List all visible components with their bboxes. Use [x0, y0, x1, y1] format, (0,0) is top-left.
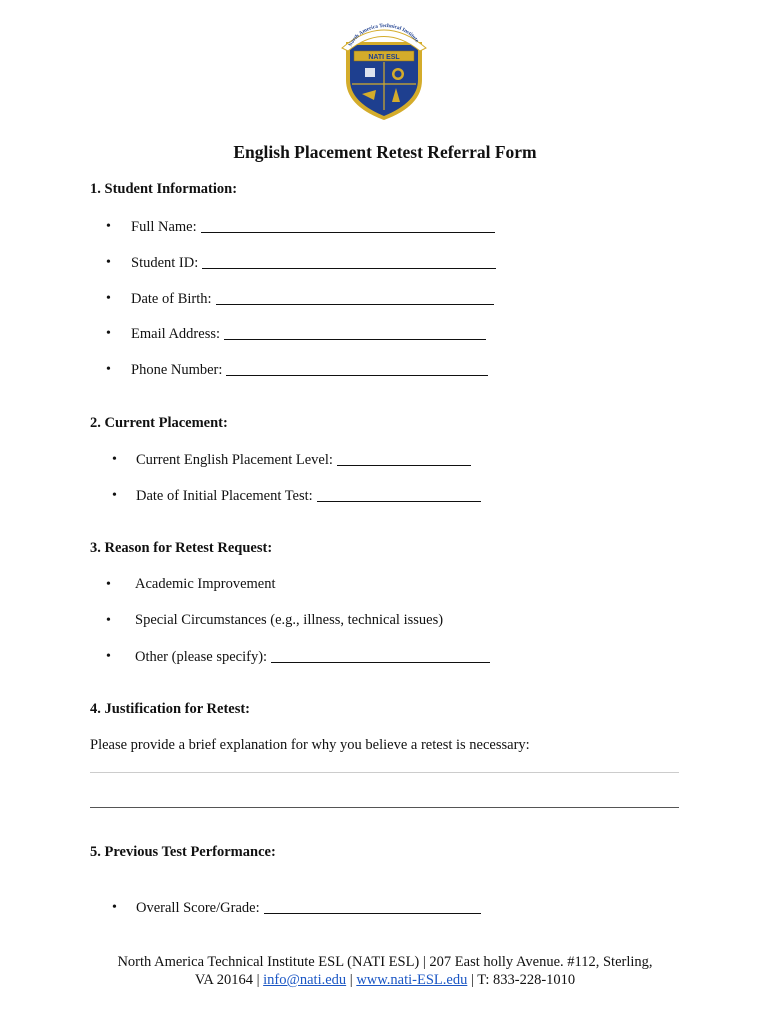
initial-test-date-blank[interactable]: [317, 489, 481, 502]
reason-academic-label: Academic Improvement: [135, 576, 276, 592]
reason-option-academic[interactable]: [135, 576, 276, 593]
footer-contact-line: [0, 971, 770, 989]
section-previous-heading: 5. Previous Test Performance:: [90, 844, 276, 860]
bullet-icon: •: [112, 900, 117, 915]
phone-field[interactable]: [131, 361, 488, 379]
overall-score-label: Overall Score/Grade:: [136, 900, 260, 916]
reason-option-other[interactable]: [135, 648, 490, 666]
placement-level-label: Current English Placement Level:: [136, 452, 333, 468]
student-id-field[interactable]: [131, 254, 496, 272]
student-id-label: Student ID:: [131, 255, 199, 271]
bullet-icon: •: [106, 255, 111, 270]
phone-blank[interactable]: [226, 363, 488, 376]
email-field[interactable]: [131, 325, 486, 343]
bullet-icon: •: [112, 488, 117, 503]
bullet-icon: •: [106, 577, 111, 592]
reason-other-label: Other (please specify):: [135, 649, 268, 665]
student-id-blank[interactable]: [202, 256, 496, 269]
email-blank[interactable]: [224, 327, 486, 340]
reason-other-blank[interactable]: [271, 650, 490, 663]
footer-email-link[interactable]: info@nati.edu: [263, 972, 347, 988]
justification-line-1[interactable]: [90, 772, 679, 773]
reason-option-special[interactable]: [135, 612, 443, 629]
bullet-icon: •: [106, 613, 111, 628]
overall-score-field[interactable]: [136, 899, 481, 917]
initial-test-date-field[interactable]: [136, 487, 481, 505]
bullet-icon: •: [112, 452, 117, 467]
date-of-birth-field[interactable]: [131, 290, 494, 308]
full-name-blank[interactable]: [201, 220, 495, 233]
bullet-icon: •: [106, 326, 111, 341]
date-of-birth-blank[interactable]: [216, 292, 494, 305]
footer-website-link[interactable]: www.nati-ESL.edu: [356, 972, 468, 988]
footer: [0, 953, 770, 989]
justification-line-2[interactable]: [90, 807, 679, 808]
placement-level-field[interactable]: [136, 451, 471, 469]
placement-level-blank[interactable]: [337, 453, 471, 466]
footer-zip: VA 20164 |: [194, 972, 264, 988]
footer-separator: |: [346, 972, 357, 988]
form-title: English Placement Retest Referral Form: [233, 142, 537, 162]
section-reason-heading: 3. Reason for Retest Request:: [90, 540, 273, 556]
section-student-info-heading: 1. Student Information:: [90, 181, 238, 197]
date-of-birth-label: Date of Birth:: [131, 291, 212, 307]
bullet-icon: •: [106, 291, 111, 306]
bullet-icon: •: [106, 219, 111, 234]
nati-esl-logo: [338, 18, 430, 122]
section-current-placement-heading: 2. Current Placement:: [90, 415, 228, 431]
footer-phone: | T: 833-228-1010: [467, 972, 576, 988]
phone-label: Phone Number:: [131, 362, 223, 378]
overall-score-blank[interactable]: [264, 901, 481, 914]
email-label: Email Address:: [131, 326, 221, 342]
logo-banner-text: NATI ESL: [368, 54, 400, 61]
bullet-icon: •: [106, 649, 111, 664]
reason-special-label: Special Circumstances (e.g., illness, technical issues): [135, 612, 444, 628]
logo-arc-text: North America Technical Institute: [347, 23, 420, 48]
full-name-field[interactable]: [131, 218, 495, 236]
justification-prompt: Please provide a brief explanation for why you believe a retest is necessary:: [90, 737, 530, 753]
full-name-label: Full Name:: [131, 219, 197, 235]
section-justification-heading: 4. Justification for Retest:: [90, 701, 251, 717]
initial-test-date-label: Date of Initial Placement Test:: [136, 488, 313, 504]
footer-address-line: North America Technical Institute ESL (NATI ESL) | 207 East holly Avenue. #112, Sterling,: [117, 954, 653, 970]
bullet-icon: •: [106, 362, 111, 377]
